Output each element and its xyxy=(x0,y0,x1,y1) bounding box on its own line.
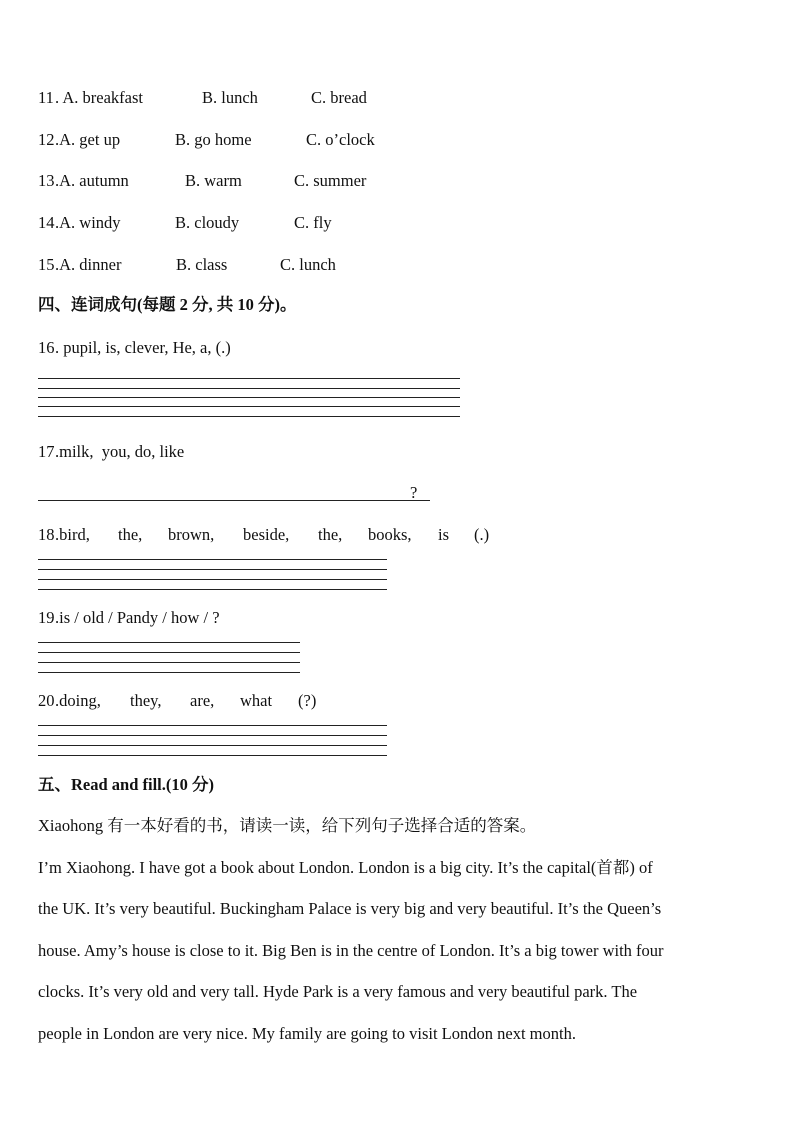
answer-line xyxy=(38,735,387,736)
answer-line xyxy=(38,388,460,389)
question-number: 17 xyxy=(38,442,55,461)
answer-line xyxy=(38,579,387,580)
option-c: C. o’clock xyxy=(306,130,375,149)
option-c: C. summer xyxy=(294,171,367,190)
passage-line: people in London are very nice. My family are going to visit London next month. xyxy=(38,1024,576,1043)
word: they, xyxy=(130,691,162,710)
answer-line xyxy=(38,416,460,417)
option-a: .A. get up xyxy=(55,130,121,149)
word: is xyxy=(438,525,450,544)
answer-line xyxy=(38,672,300,673)
word: brown, xyxy=(168,525,215,544)
answer-line xyxy=(38,397,460,398)
word: are, xyxy=(190,691,215,710)
answer-line xyxy=(38,589,387,590)
option-c: C. bread xyxy=(311,88,367,107)
word: books, xyxy=(368,525,412,544)
word: .doing, xyxy=(55,691,101,710)
word: .bird, xyxy=(55,525,90,544)
option-b: B. class xyxy=(176,255,228,274)
option-a: . A. breakfast xyxy=(55,88,143,107)
answer-line xyxy=(38,725,387,726)
answer-line xyxy=(38,745,387,746)
passage-line: the UK. It’s very beautiful. Buckingham Palace is very big and very beautiful. It’s the Queen’s xyxy=(38,899,662,918)
option-c: C. lunch xyxy=(280,255,336,274)
passage-line: house. Amy’s house is close to it. Big Ben is in the centre of London. It’s a big tower with four xyxy=(38,941,664,960)
answer-line xyxy=(38,642,300,643)
word: beside, xyxy=(243,525,290,544)
option-c: C. fly xyxy=(294,213,332,232)
reading-instruction: Xiaohong 有一本好看的书，请读一读，给下列句子选择合适的答案。 xyxy=(38,816,537,835)
answer-line xyxy=(38,500,430,501)
question-number: 18 xyxy=(38,525,55,544)
question-number: 11 xyxy=(38,88,54,107)
section-5-heading: 五、Read and fill.(10 分) xyxy=(38,775,215,794)
question-number: 20 xyxy=(38,691,55,710)
question-number: 13 xyxy=(38,171,55,190)
answer-line xyxy=(38,406,460,407)
question-number: 16 xyxy=(38,338,55,357)
question-mark: ? xyxy=(410,483,418,502)
option-a: .A. windy xyxy=(55,213,121,232)
question-text: .milk, you, do, like xyxy=(55,442,185,461)
answer-line xyxy=(38,378,460,379)
answer-line xyxy=(38,559,387,560)
word: (.) xyxy=(474,525,490,544)
option-a: .A. autumn xyxy=(55,171,129,190)
question-text: .is / old / Pandy / how / ? xyxy=(55,608,220,627)
question-number: 19 xyxy=(38,608,55,627)
option-b: B. cloudy xyxy=(175,213,240,232)
option-a: .A. dinner xyxy=(55,255,122,274)
question-number: 12 xyxy=(38,130,55,149)
question-text: . pupil, is, clever, He, a, (.) xyxy=(55,338,231,357)
word: (?) xyxy=(298,691,317,710)
question-number: 14 xyxy=(38,213,55,232)
word: the, xyxy=(318,525,343,544)
option-b: B. lunch xyxy=(202,88,258,107)
option-b: B. warm xyxy=(185,171,242,190)
word: the, xyxy=(118,525,143,544)
answer-line xyxy=(38,755,387,756)
passage-line: I’m Xiaohong. I have got a book about London. London is a big city. It’s the capital(首都) of xyxy=(38,858,653,877)
word: what xyxy=(240,691,273,710)
passage-line: clocks. It’s very old and very tall. Hyde Park is a very famous and very beautiful park. The xyxy=(38,982,638,1001)
question-number: 15 xyxy=(38,255,55,274)
option-b: B. go home xyxy=(175,130,252,149)
section-4-heading: 四、连词成句(每题 2 分, 共 10 分)。 xyxy=(38,295,297,314)
answer-line xyxy=(38,652,300,653)
answer-line xyxy=(38,569,387,570)
answer-line xyxy=(38,662,300,663)
